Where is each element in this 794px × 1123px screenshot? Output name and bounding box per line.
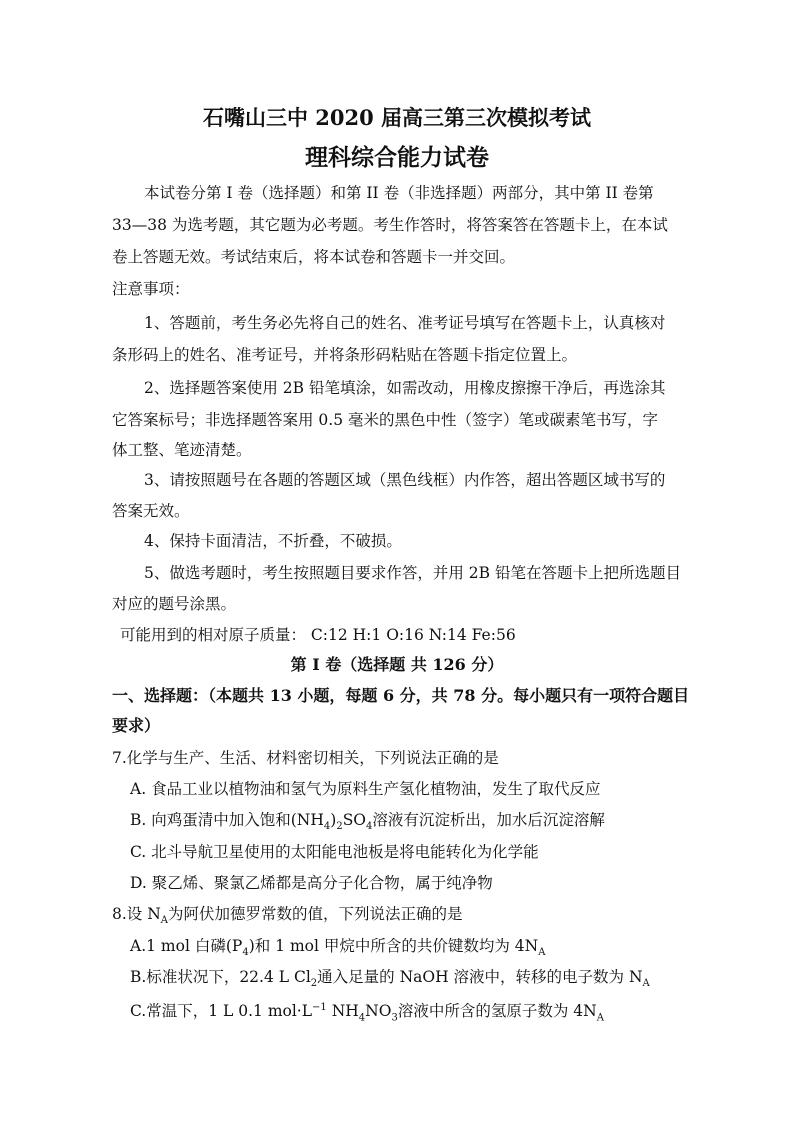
- question-8-option-b: B.标准状况下，22.4 L $Cl_2$通入足量的 NaOH 溶液中，转移的电子数为 $N_A$: [130, 968, 650, 990]
- note-4: 4、保持卡面清洁，不折叠，不破损。: [144, 532, 402, 550]
- intro-line-2: 33—38 为选考题，其它题为必考题。考生作答时，将答案答在答题卡上，在本试: [112, 216, 668, 234]
- intro-line-3: 卷上答题无效。考试结束后，将本试卷和答题卡一并交回。: [112, 248, 516, 266]
- question-8-stem: 8.设 $N_A$为阿伏加德罗常数的值，下列说法正确的是: [112, 905, 463, 927]
- paper-title: 理科综合能力试卷: [305, 144, 489, 171]
- question-7-option-b: B. 向鸡蛋清中加入饱和$(NH_4)_2SO_4$溶液有沉淀析出，加水后沉淀溶解: [130, 811, 605, 833]
- atomic-mass-line: 可能用到的相对原子质量： C:12 H:1 O:16 N:14 Fe:56: [120, 626, 516, 644]
- intro-line-1: 本试卷分第 I 卷（选择题）和第 II 卷（非选择题）两部分，其中第 II 卷第: [144, 184, 654, 202]
- question-7-option-d: D. 聚乙烯、聚氯乙烯都是高分子化合物，属于纯净物: [130, 874, 493, 892]
- question-7-option-c: C. 北斗导航卫星使用的太阳能电池板是将电能转化为化学能: [130, 843, 539, 861]
- note-1-line-1: 1、答题前，考生务必先将自己的姓名、准考证号填写在答题卡上，认真核对: [144, 314, 666, 332]
- section-instruction-line-1: 一、选择题：（本题共 13 小题，每题 6 分，共 78 分。每小题只有一项符合题目: [112, 686, 690, 705]
- note-1-line-2: 条形码上的姓名、准考证号，并将条形码粘贴在答题卡指定位置上。: [112, 346, 578, 364]
- note-5-line-2: 对应的题号涂黑。: [112, 595, 237, 613]
- notes-heading: 注意事项：: [112, 280, 190, 298]
- section-instruction-line-2: 要求）: [112, 716, 161, 735]
- section-title: 第 I 卷（选择题 共 126 分）: [290, 655, 504, 674]
- note-5-line-1: 5、做选考题时，考生按照题目要求作答，并用 2B 铅笔在答题卡上把所选题目: [144, 564, 681, 582]
- question-7-option-a: A. 食品工业以植物油和氢气为原料生产氢化植物油，发生了取代反应: [130, 780, 601, 798]
- question-7-stem: 7.化学与生产、生活、材料密切相关，下列说法正确的是: [112, 749, 499, 767]
- note-3-line-1: 3、请按照题号在各题的答题区域（黑色线框）内作答，超出答题区域书写的: [144, 471, 666, 489]
- question-8-option-a: A.1 mol 白磷$(P_4)$和 1 mol 甲烷中所含的共价键数均为 $4N_A$: [130, 937, 546, 959]
- note-2-line-3: 体工整、笔迹清楚。: [112, 441, 252, 459]
- school-title: 石嘴山三中 2020 届高三第三次模拟考试: [202, 105, 592, 130]
- question-8-option-c: C.常温下，1 L 0.1 $mol\cdot L^{-1}$ $NH_4NO_3$溶液中所含的氢原子数为 $4N_A$: [130, 1002, 604, 1024]
- note-3-line-2: 答案无效。: [112, 502, 190, 520]
- note-2-line-2: 它答案标号；非选择题答案用 0.5 毫米的黑色中性（签字）笔或碳素笔书写，字: [112, 411, 659, 429]
- note-2-line-1: 2、选择题答案使用 2B 铅笔填涂，如需改动，用橡皮擦擦干净后，再选涂其: [144, 379, 666, 397]
